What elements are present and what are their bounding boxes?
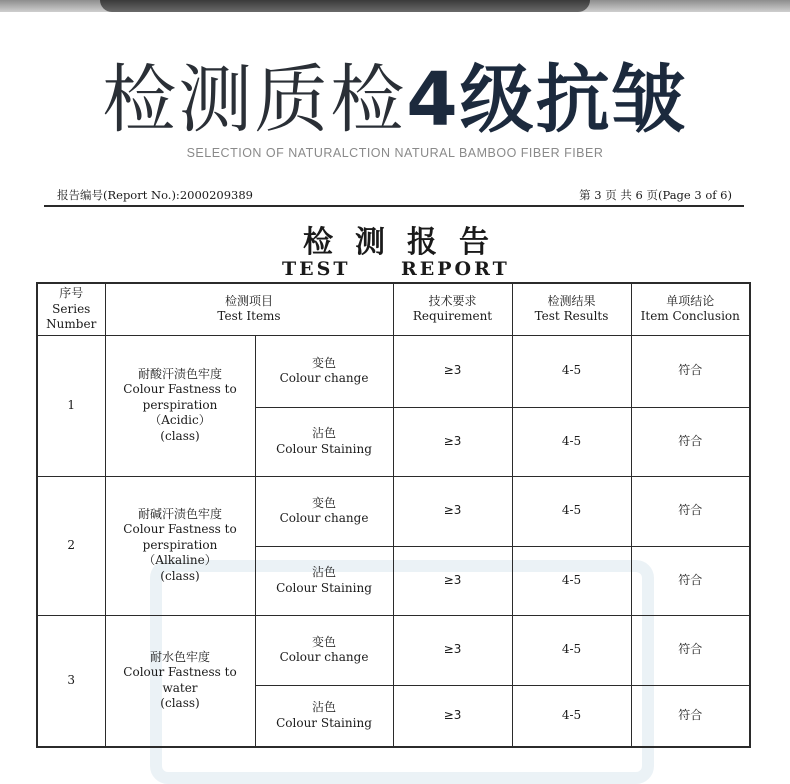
header-results: [512, 283, 631, 335]
requirement-cell: ≥3: [393, 335, 512, 407]
header-series-en-2: Number: [46, 317, 97, 331]
result-cell: 4-5: [512, 546, 631, 615]
sub-item: [255, 335, 393, 407]
requirement-cell: ≥3: [393, 407, 512, 476]
sub-item-cn: 沾色: [311, 426, 336, 440]
conclusion-cell: 符合: [631, 407, 750, 476]
report-title-cn: 检测报告: [303, 225, 511, 260]
sub-item: [255, 685, 393, 747]
header-result-en: Test Results: [534, 309, 609, 324]
result-cell: 4-5: [512, 615, 631, 685]
top-photo-strip: [0, 0, 790, 12]
test-item-unit: (class): [160, 696, 200, 711]
sub-item-cn: 沾色: [311, 565, 336, 579]
banner-title-bold: 4级抗皱: [406, 57, 688, 143]
result-cell: 4-5: [512, 685, 631, 747]
result-cell: 4-5: [512, 476, 631, 546]
sub-item-en: Colour Staining: [276, 715, 372, 730]
test-item-en: perspiration: [142, 397, 218, 412]
conclusion-cell: 符合: [631, 546, 750, 615]
table-row: [37, 476, 750, 546]
banner-subtitle: SELECTION OF NATURALCTION NATURAL BAMBOO FIBER FIBER: [186, 146, 604, 160]
test-report-table: [36, 282, 751, 748]
header-requirement: [393, 283, 512, 335]
sub-item-cn: 变色: [311, 495, 336, 510]
report-title-en-report: REPORT: [401, 258, 510, 280]
test-item: [105, 476, 255, 615]
requirement-cell: ≥3: [393, 685, 512, 747]
header-series-cn: 序号: [59, 286, 84, 300]
header-series-en-1: Series: [52, 301, 91, 316]
result-cell: 4-5: [512, 407, 631, 476]
header-items-cn: 检测项目: [224, 293, 273, 308]
requirement-cell: ≥3: [393, 546, 512, 615]
banner-title: [0, 55, 790, 145]
test-item-en: Colour Fastness to: [123, 522, 237, 537]
header-items-en: Test Items: [217, 309, 281, 324]
top-photo-dark: [100, 0, 590, 12]
sub-item-cn: 沾色: [311, 700, 336, 715]
sub-item: [255, 476, 393, 546]
series-number: 2: [37, 476, 105, 615]
header-conclusion-cn: 单项结论: [666, 293, 715, 308]
test-item-en: Colour Fastness to: [123, 382, 237, 397]
report-title-en-test: TEST: [282, 258, 351, 280]
test-item-unit: (class): [160, 568, 200, 583]
header-series: [37, 283, 105, 335]
sub-item-cn: 变色: [311, 634, 336, 649]
test-item-unit: (class): [160, 428, 200, 443]
header-req-cn: 技术要求: [428, 293, 477, 308]
banner-title-light: 检测质检: [102, 57, 407, 143]
test-item: [105, 615, 255, 747]
conclusion-cell: 符合: [631, 685, 750, 747]
sub-item: [255, 615, 393, 685]
sub-item: [255, 407, 393, 476]
conclusion-cell: 符合: [631, 615, 750, 685]
table-row: [37, 335, 750, 407]
sub-item-en: Colour Staining: [276, 441, 372, 456]
test-item-en: （Alkaline）: [143, 553, 217, 568]
test-item-en: （Acidic）: [149, 413, 211, 428]
header-conclusion-en: Item Conclusion: [640, 309, 740, 324]
header-test-items: [105, 283, 393, 335]
result-cell: 4-5: [512, 335, 631, 407]
test-item-en: perspiration: [142, 537, 218, 552]
test-item-en: Colour Fastness to water: [123, 665, 237, 695]
header-result-cn: 检测结果: [547, 293, 596, 308]
series-number: 3: [37, 615, 105, 747]
conclusion-cell: 符合: [631, 476, 750, 546]
sub-item-en: Colour Staining: [276, 580, 372, 595]
table-row: [37, 615, 750, 685]
requirement-cell: ≥3: [393, 615, 512, 685]
test-item-cn: 耐水色牢度: [149, 649, 210, 664]
report-number-label: 报告编号(Report No.):: [57, 188, 180, 202]
table-header-row: [37, 283, 750, 335]
header-req-en: Requirement: [412, 309, 493, 324]
test-item-cn: 耐酸汗渍色牢度: [137, 366, 222, 381]
sub-item-en: Colour change: [279, 511, 369, 525]
conclusion-cell: 符合: [631, 335, 750, 407]
report-number: [57, 187, 253, 203]
test-item-cn: 耐碱汗渍色牢度: [137, 506, 222, 521]
sub-item-en: Colour change: [279, 650, 369, 664]
requirement-cell: ≥3: [393, 476, 512, 546]
sub-item: [255, 546, 393, 615]
sub-item-en: Colour change: [279, 371, 369, 385]
report-number-value: 2000209389: [179, 188, 253, 202]
header-rule: [44, 205, 744, 207]
test-item: [105, 335, 255, 476]
header-conclusion: [631, 283, 750, 335]
series-number: 1: [37, 335, 105, 476]
page-info: 第 3 页 共 6 页(Page 3 of 6): [579, 188, 732, 202]
sub-item-cn: 变色: [311, 355, 336, 370]
